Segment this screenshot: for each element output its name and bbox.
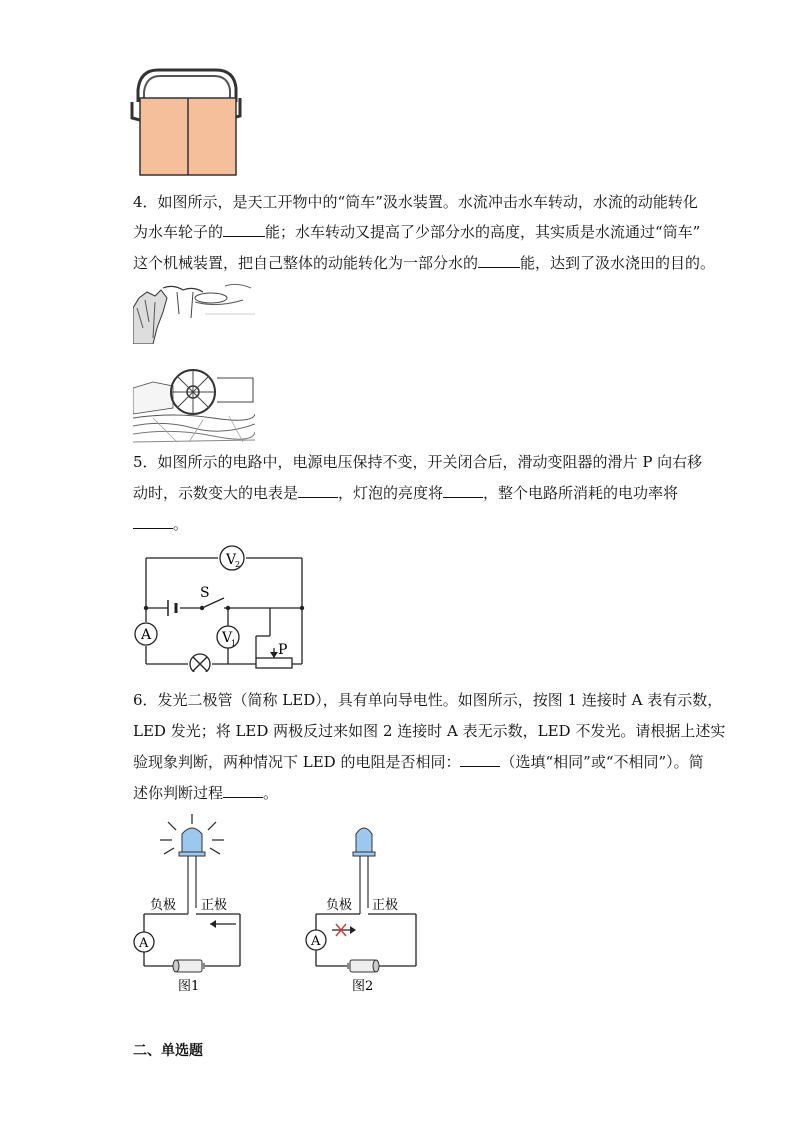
q6-line4-a: 述你判断过程 [133,784,224,802]
v1-subscript: 1 [231,639,237,648]
q5-line2-a: 动时，示数变大的电表是 [133,484,299,502]
led-figure-1 [130,808,255,998]
ammeter-label: A [141,627,152,643]
q6-line1: 6．发光二极管（简称 LED），具有单向导电性。如图所示，按图 1 连接时 A 表有示数， [133,691,723,709]
v2-subscript: 2 [235,560,241,569]
q5-line3 [133,514,188,534]
q5-line2-c: ，整个电路所消耗的电功率将 [483,484,679,502]
answer-blank[interactable] [223,222,265,237]
section-heading: 二、单选题 [133,1043,203,1059]
fig1-pos-label: 正极 [201,898,228,913]
answer-blank[interactable] [298,483,338,498]
fig1-neg-label: 负极 [150,898,177,913]
answer-blank[interactable] [443,483,483,498]
answer-blank[interactable] [478,253,520,268]
q4-line2-a: 为水车轮子的 [133,223,224,241]
fig2-pos-label: 正极 [372,898,399,913]
q4-line1: 4．如图所示，是天工开物中的“筒车”汲水装置。水流冲击水车转动，水流的动能转化 [133,193,698,211]
q4-line2 [133,222,700,242]
q4-line3-b: 能，达到了汲水浇田的目的。 [520,254,716,272]
q4-line2-b: 能；水车转动又提高了少部分水的高度，其实质是水流通过“筒车” [265,223,701,241]
q4-line3-a: 这个机械装置，把自己整体的动能转化为一部分水的 [133,254,479,272]
slider-label: P [278,642,288,658]
q5-line2-b: ，灯泡的亮度将 [338,484,444,502]
water-wheel-illustration [133,358,255,444]
fig2-caption: 图2 [352,979,374,994]
q4-line3 [133,253,715,273]
q6-line3 [133,752,704,772]
q6-line2: LED 发光；将 LED 两极反过来如图 2 连接时 A 表无示数，LED 不发光。请根据上述实 [133,722,726,740]
fig1-caption: 图1 [178,979,200,994]
fig2-ammeter-label: A [311,934,321,949]
q6-line3-b: （选填“相同”或“不相同”）。简 [500,753,704,771]
fig2-neg-label: 负极 [326,898,353,913]
q6-line4 [133,783,278,803]
q5-line3-end: 。 [173,515,189,533]
v1-label: V [222,630,233,646]
fig1-ammeter-label: A [139,936,149,951]
answer-blank[interactable] [223,783,263,798]
switch-label: S [200,585,210,601]
answer-blank[interactable] [460,752,500,767]
v2-label: V [226,552,237,568]
q5-circuit-diagram [132,542,307,672]
q5-line2 [133,483,678,503]
led-figure-2 [302,808,427,998]
cliff-trees-illustration [133,278,255,344]
handle-box-figure [128,62,243,177]
q6-line4-end: 。 [263,784,279,802]
q6-line3-a: 验现象判断，两种情况下 LED 的电阻是否相同： [133,753,461,771]
answer-blank[interactable] [133,514,173,529]
q5-line1: 5．如图所示的电路中，电源电压保持不变，开关闭合后，滑动变阻器的滑片 P 向右移 [133,453,703,471]
